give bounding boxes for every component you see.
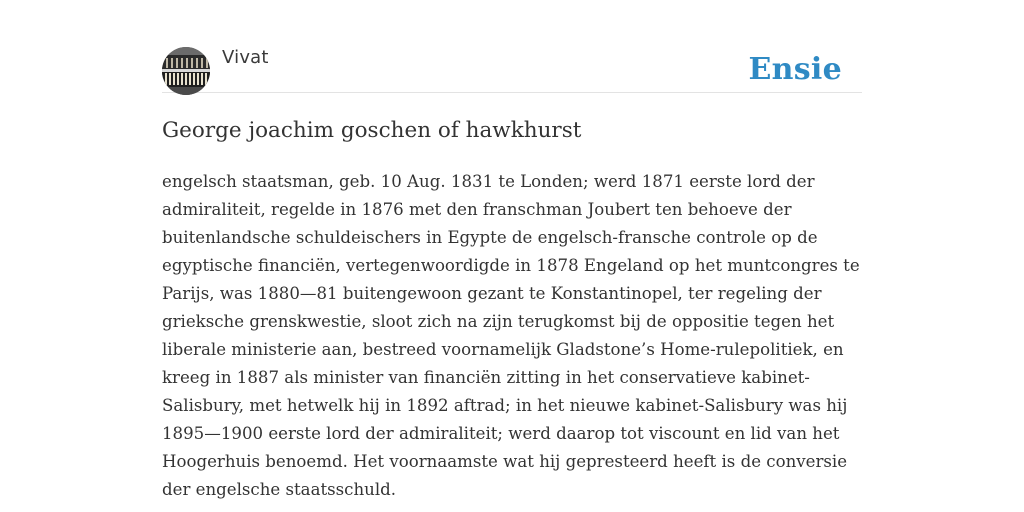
bookshelf-avatar-icon — [162, 47, 210, 95]
article-title: George joachim goschen of hawkhurst — [162, 118, 582, 143]
header — [162, 46, 862, 93]
article-body: engelsch staatsman, geb. 10 Aug. 1831 te Londen; werd 1871 eerste lord der admiraliteit, regelde in 1876 met den franschman Joubert ten behoeve der buitenlandsche schuldeischers in Egypte de engelsch-fransche controle op de egyptische financiën, vertegenwoordigde in 1878 Engeland op het muntcongres te Parijs, was 1880—81 buitengewoon gezant te Konstantinopel, ter regeling der grieksche grenskwestie, sloot zich na zijn terugkomst bij de oppositie tegen het liberale ministerie aan, bestreed voornamelijk Gladstone’s Home-rulepolitiek, en kreeg in 1887 als minister van financiën zitting in het conservatieve kabinet-Salisbury, met hetwelk hij in 1892 aftrad; in het nieuwe kabinet-Salisbury was hij 1895—1900 eerste lord der admiraliteit; werd daarop tot viscount en lid van het Hoogerhuis benoemd. Het voornaamste wat hij gepresteerd heeft is de conversie der engelsche staatsschuld. — [162, 172, 860, 499]
author-name[interactable]: Vivat — [222, 47, 269, 68]
brand-logo[interactable]: Ensie — [748, 52, 842, 87]
avatar[interactable] — [162, 47, 210, 95]
